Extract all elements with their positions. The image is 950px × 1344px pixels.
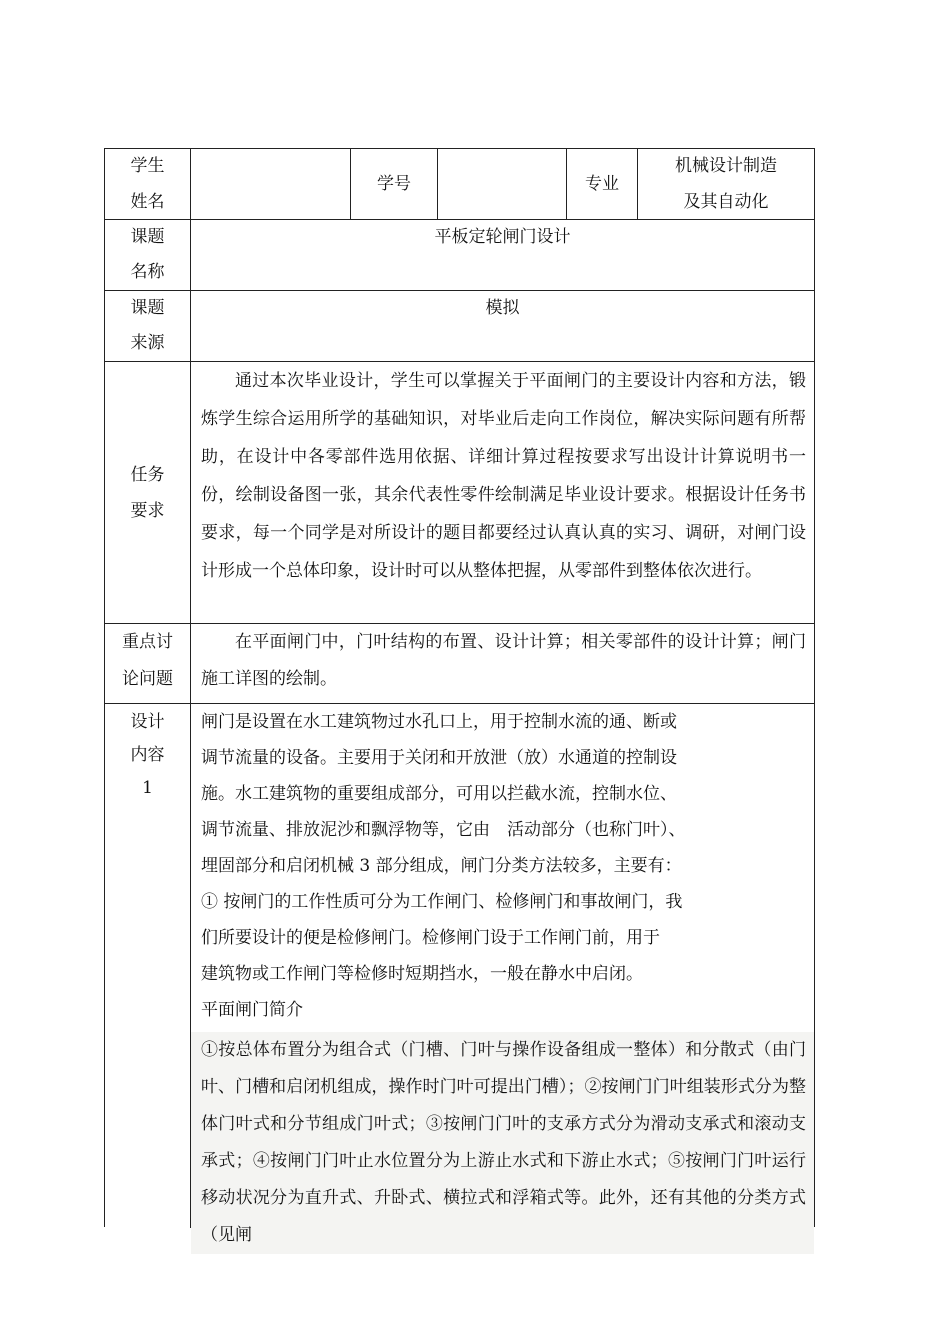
focus-body [191,624,814,703]
row-topic [105,220,814,291]
design-label: 设计 内容 1 [105,704,191,1228]
task-label: 任务 要求 [105,362,191,623]
row-student-info [105,149,814,220]
focus-text: 在平面闸门中，门叶结构的布置、设计计算；相关零部件的设计计算；闸门施工详图的绘制。 [201,632,806,689]
design-line: 调节流量、排放泥沙和飘浮物等，它由 活动部分（也称门叶）、 [201,820,686,840]
design-line: 埋固部分和启闭机械 3 部分组成，闸门分类方法较多，主要有： [201,856,682,876]
student-id-label: 学号 [351,149,438,219]
design-line: 建筑物或工作闸门等检修时短期挡水，一般在静水中启闭。 [201,964,643,984]
design-line: 闸门是设置在水工建筑物过水孔口上，用于控制水流的通、断或 [201,712,677,732]
design-intro [191,704,814,1028]
topic-value: 平板定轮闸门设计 [434,227,571,247]
focus-label: 重点讨 论问题 [105,624,191,703]
source-label: 课题 来源 [105,291,191,361]
major-value: 机械设计制造 及其自动化 [675,156,777,212]
row-source [105,291,814,362]
task-text: 通过本次毕业设计，学生可以掌握关于平面闸门的主要设计内容和方法，锻炼学生综合运用所学的基础知识，对毕业后走向工作岗位，解决实际问题有所帮助，在设计中各零部件选用依据、详细计算过程按要求写出设计计算说明书一份，绘制设备图一张，其余代表性零件绘制满足毕业设计要求。根据设计任务书要求，每一个同学是对所设计的题目都要经过认真认真的实习、调研，对闸门设计形成一个总体印象，设计时可以从整体把握，从零部件到整体依次进行。 [201,371,806,581]
student-name-value [191,149,351,219]
design-para2: ①按总体布置分为组合式（门槽、门叶与操作设备组成一整体）和分散式（由门叶、门槽和启闭机组成，操作时门叶可提出门槽）；②按闸门门叶组装形式分为整体门叶式和分节组成门叶式；③按闸门门叶的支承方式分为滑动支承式和滚动支承式；④按闸门门叶止水位置分为上游止水式和下游止水式；⑤按闸门门叶运行移动状况分为直升式、升卧式、横拉式和浮箱式等。此外，还有其他的分类方式（见闸 [201,1040,806,1245]
task-body [191,362,814,623]
student-id-value [438,149,567,219]
student-name-label: 学生 姓名 [105,149,191,219]
design-line: 施。水工建筑物的重要组成部分，可用以拦截水流，控制水位、 [201,784,677,804]
major-label: 专业 [567,149,638,219]
source-value: 模拟 [485,298,520,318]
row-task [105,362,814,624]
design-line: 调节流量的设备。主要用于关闭和开放泄（放）水通道的控制设 [201,748,677,768]
design-para2-box [191,1032,814,1254]
design-line: 们所要设计的便是检修闸门。检修闸门设于工作闸门前，用于 [201,928,660,948]
design-line: ① 按闸门的工作性质可分为工作闸门、检修闸门和事故闸门，我 [201,892,683,912]
design-subheading: 平面闸门简介 [201,1000,303,1020]
row-design [105,704,814,1245]
row-focus [105,624,814,704]
design-body [191,704,814,1245]
topic-label: 课题 名称 [105,220,191,290]
project-form-table [104,148,815,1245]
